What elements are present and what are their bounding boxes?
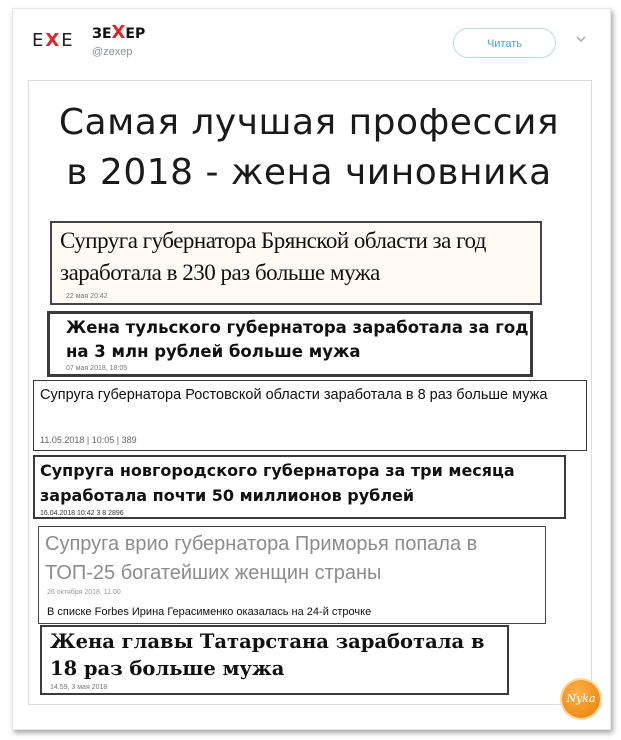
clipping-title: Супруга губернатора Брянской области за год заработала в 230 раз больше мужа: [60, 228, 486, 285]
headline-line: Самая лучшая профессия: [58, 102, 560, 143]
headline-line: в 2018 - жена чиновника: [66, 152, 552, 193]
chevron-down-icon[interactable]: [576, 34, 586, 44]
account-name[interactable]: [92, 22, 145, 43]
clipping-meta: 11.05.2018 | 10:05 | 389: [40, 435, 137, 445]
clipping-title: Супруга губернатора Ростовской области заработала в 8 раз больше мужа: [40, 387, 548, 403]
news-clipping: [47, 311, 533, 377]
clipping-title: Жена тульского губернатора заработала за год на 3 млн рублей больше мужа: [66, 318, 529, 361]
news-clipping: [33, 380, 587, 451]
news-clipping: [40, 625, 509, 695]
clipping-meta: 14:59, 3 мая 2018: [50, 684, 108, 691]
image-headline: [28, 98, 590, 198]
account-handle[interactable]: @zexep: [92, 46, 133, 58]
brand-logo[interactable]: [32, 30, 75, 51]
watermark-badge: Nyka: [562, 680, 600, 718]
account-name-part: ЕР: [125, 26, 146, 42]
news-clipping: [38, 526, 546, 624]
news-clipping: [50, 221, 542, 305]
clipping-title: Супруга врио губернатора Приморья попала в ТОП-25 богатейших женщин страны: [45, 533, 478, 584]
clipping-title: Супруга новгородского губернатора за три месяца заработала почти 50 миллионов рублей: [40, 461, 515, 505]
clipping-meta: 16.04.2018 10:42 3 8 2896: [40, 510, 124, 517]
logo-x-mark: X: [45, 30, 62, 51]
clipping-subtitle: В списке Forbes Ирина Герасименко оказалась на 24-й строчке: [47, 606, 372, 618]
clipping-meta: 07 мая 2018, 18:05: [66, 365, 128, 372]
logo-letter: E: [32, 30, 46, 51]
account-name-part: ЗЕ: [92, 26, 112, 42]
clipping-meta: 22 мая 20:42: [66, 293, 108, 300]
clipping-title: Жена главы Татарстана заработала в 18 раз больше мужа: [50, 630, 485, 680]
clipping-meta: 26 октября 2018, 11:00: [47, 589, 121, 596]
logo-letter: E: [61, 30, 75, 51]
follow-button[interactable]: Читать: [453, 28, 556, 58]
news-clipping: [33, 455, 566, 519]
account-name-x-mark: X: [111, 22, 126, 43]
